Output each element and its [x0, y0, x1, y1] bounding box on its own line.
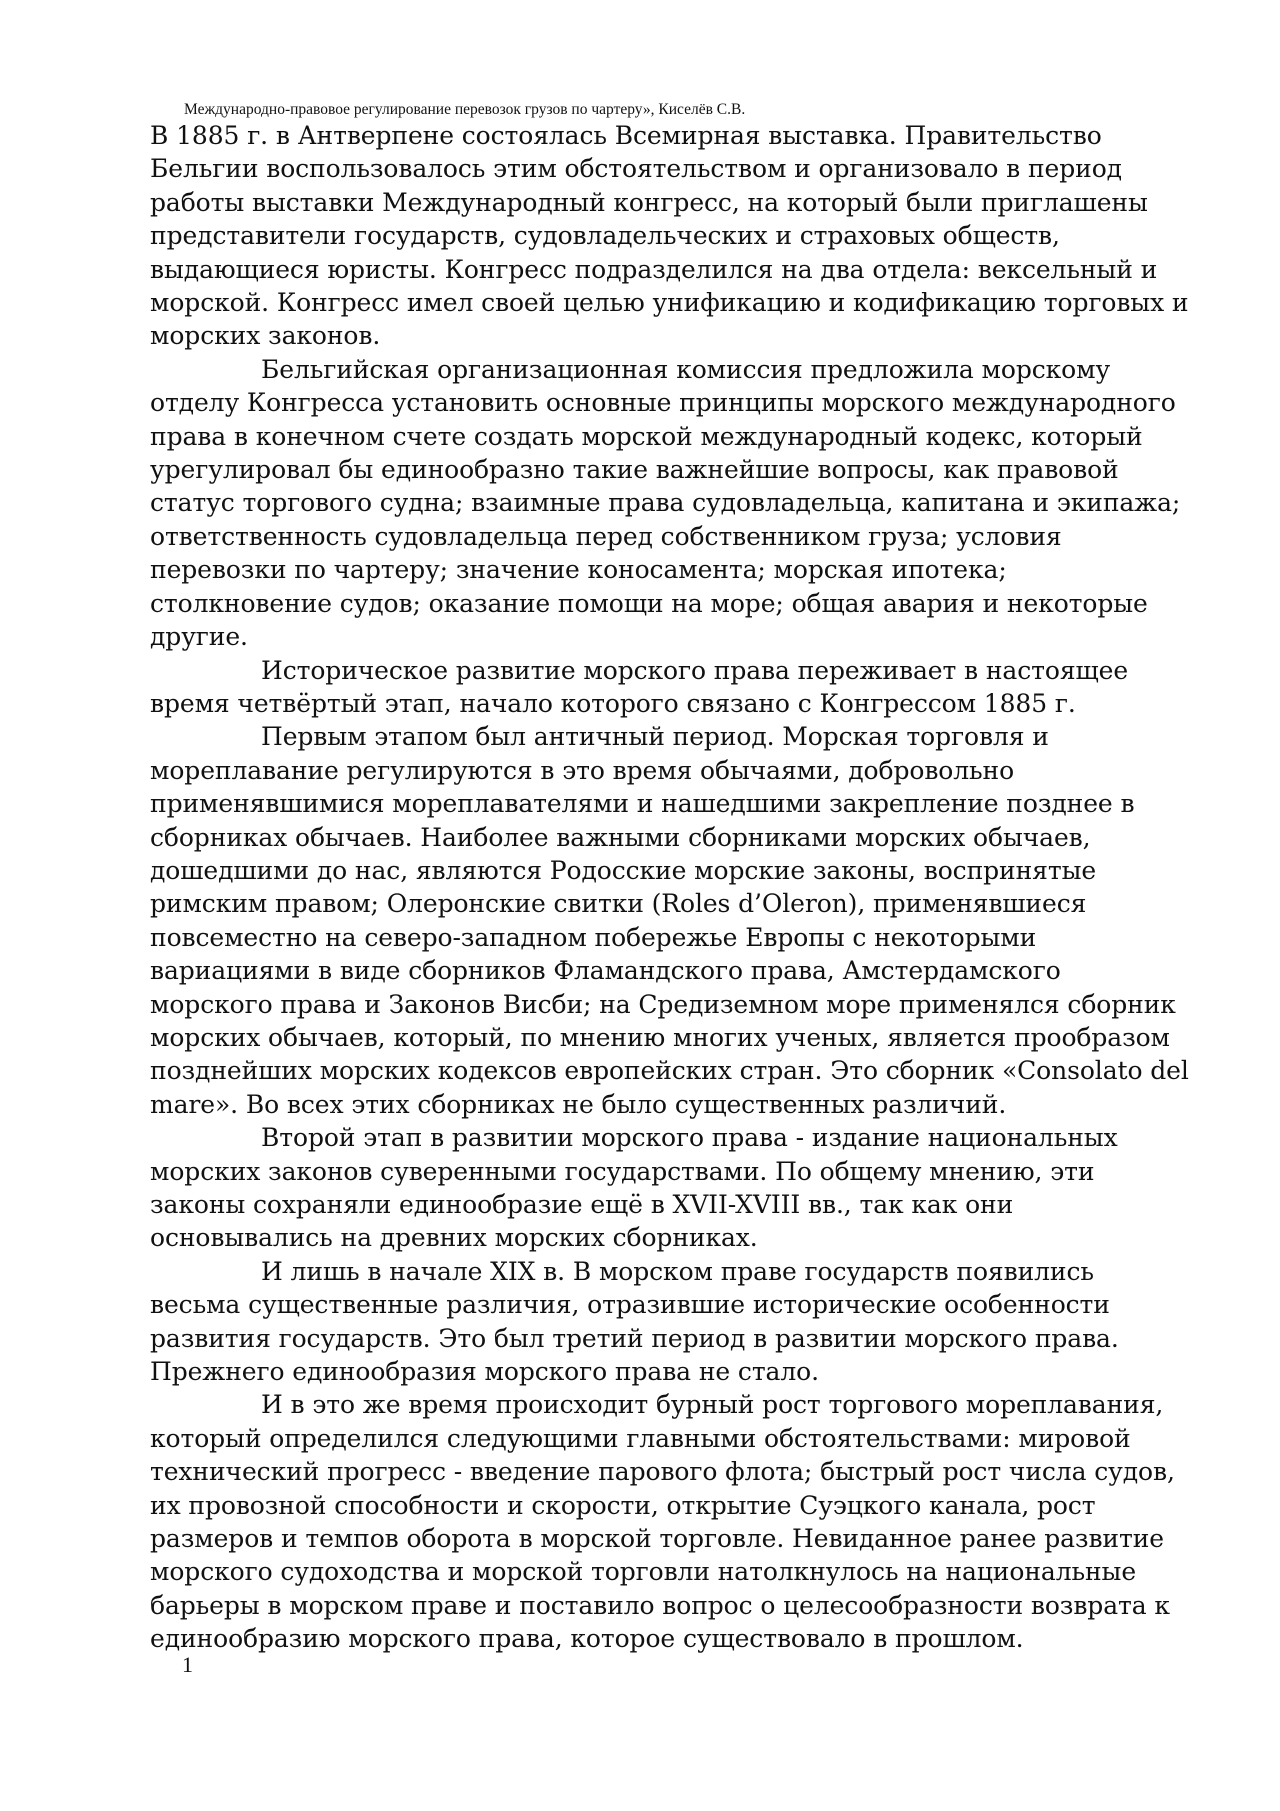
- paragraph-6: И лишь в начале XIX в. В морском праве государств появились весьма существенные различия, отразившие исторические особенности развития государств. Это был третий период в развитии морского права. Прежнего единообразия морского права не стало.: [150, 1256, 1119, 1387]
- paragraph-5: Второй этап в развитии морского права - издание национальных морских законов суверенными государствами. По общему мнению, эти законы сохраняли единообразие ещё в XVII-XVIII вв., так как они основывались на древних морских сборниках.: [150, 1123, 1118, 1253]
- paragraph-2: Бельгийская организационная комиссия предложила морскому отделу Конгресса установить основные принципы морского международного права в конечном счете создать морской международный кодекс, который урегулировал бы единообразно такие важнейшие вопросы, как правовой статус торгового судна; взаимные права судовладельца, капитана и экипажа; ответственность судовладельца перед собственником груза; условия перевозки по чартеру; значение коносамента; морская ипотека; столкновение судов; оказание помощи на море; общая авария и некоторые другие.: [150, 354, 1181, 652]
- paragraph-4: Первым этапом был античный период. Морская торговля и мореплавание регулируются в это время обычаями, добровольно применявшимися мореплавателями и нашедшими закрепление позднее в сборниках обычаев. Наиболее важными сборниками морских обычаев, дошедшими до нас, являются Родосские морские законы, воспринятые римским правом; Олеронские свитки (Roles d’Oleron), применявшиеся повсеместно на северо-западном побережье Европы с некоторыми вариациями в виде сборников Фламандского права, Амстердамского морского права и Законов Висби; на Средиземном море применялся сборник морских обычаев, который, по мнению многих ученых, является прообразом позднейших морских кодексов европейских стран. Это сборник «Consolato del mare». Во всех этих сборниках не было существенных различий.: [150, 722, 1189, 1119]
- body-text: [150, 119, 1190, 1656]
- running-header: Международно-правовое регулирование перевозок грузов по чартеру», Киселёв С.В.: [184, 101, 746, 118]
- page-number: 1: [182, 1652, 193, 1677]
- paragraph-3: Историческое развитие морского права переживает в настоящее время четвёртый этап, начало которого связано с Конгрессом 1885 г.: [150, 655, 1129, 718]
- paragraph-1: В 1885 г. в Антверпене состоялась Всемирная выставка. Правительство Бельгии воспользовалось этим обстоятельством и организовало в период работы выставки Международный конгресс, на который были приглашены представители государств, судовладельческих и страховых обществ, выдающиеся юристы. Конгресс подразделился на два отдела: вексельный и морской. Конгресс имел своей целью унификацию и кодификацию торговых и морских законов.: [150, 121, 1189, 351]
- paragraph-7: И в это же время происходит бурный рост торгового мореплавания, который определился следующими главными обстоятельствами: мировой технический прогресс - введение парового флота; быстрый рост числа судов, их провозной способности и скорости, открытие Суэцкого канала, рост размеров и темпов оборота в морской торговле. Невиданное ранее развитие морского судоходства и морской торговли натолкнулось на национальные барьеры в морском праве и поставило вопрос о целесообразности возврата к единообразию морского права, которое существовало в прошлом.: [150, 1390, 1175, 1654]
